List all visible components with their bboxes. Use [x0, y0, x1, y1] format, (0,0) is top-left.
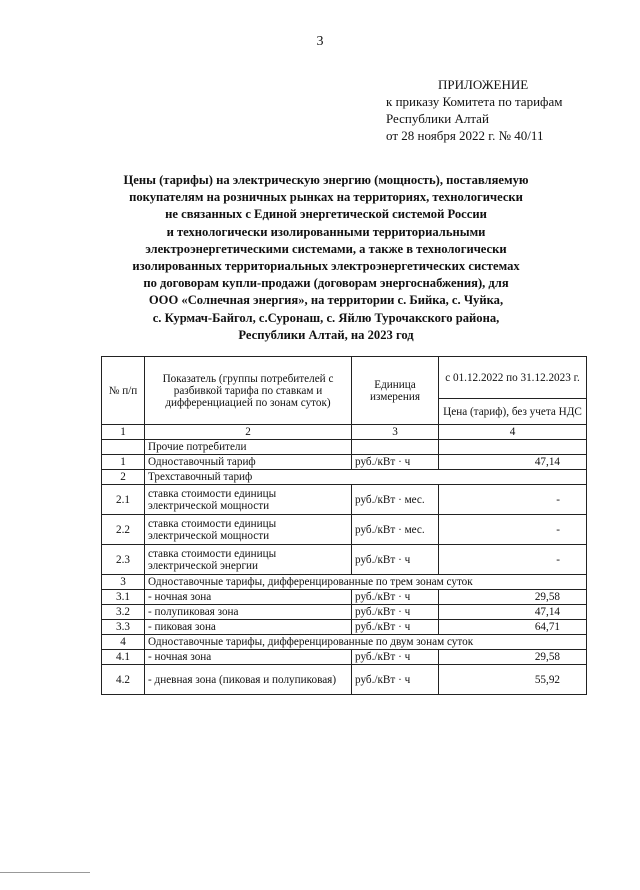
document-title: [80, 172, 572, 344]
row-value: 29,58: [439, 650, 587, 665]
row-num: 4.2: [102, 665, 145, 695]
header-num: № п/п: [102, 357, 145, 425]
row-num: 3.3: [102, 620, 145, 635]
row-num: 4: [102, 635, 145, 650]
row-num: 3.2: [102, 605, 145, 620]
row-unit: [352, 440, 439, 455]
row-num: [102, 440, 145, 455]
row-value: -: [439, 545, 587, 575]
table-row: [102, 620, 587, 635]
row-name: - дневная зона (пиковая и полупиковая): [145, 665, 352, 695]
title-line: Цены (тарифы) на электрическую энергию (мощность), поставляемую: [123, 173, 529, 187]
header-period: с 01.12.2022 по 31.12.2023 г.: [439, 357, 587, 399]
row-value: 29,58: [439, 590, 587, 605]
header-unit: Единица измерения: [352, 357, 439, 425]
row-num: 2.3: [102, 545, 145, 575]
column-number: 2: [145, 425, 352, 440]
row-value: [439, 440, 587, 455]
title-line: покупателям на розничных рынках на территориях, технологически: [129, 190, 523, 205]
row-num: 2.2: [102, 515, 145, 545]
title-line: по договорам купли-продажи (договорам энергоснабжения), для: [143, 276, 509, 291]
appendix-line: Республики Алтай: [386, 111, 489, 126]
column-number-row: [102, 425, 587, 440]
title-line: и технологически изолированными территориальными: [166, 224, 486, 239]
row-name: ставка стоимости единицы электрической энергии: [145, 545, 352, 575]
row-num: 3: [102, 575, 145, 590]
appendix-block: [386, 76, 562, 144]
table-section-row: [102, 470, 587, 485]
table-row: [102, 485, 587, 515]
title-line: не связанных с Единой энергетической системой России: [165, 207, 487, 222]
header-price: Цена (тариф), без учета НДС: [439, 399, 587, 425]
row-name: - пиковая зона: [145, 620, 352, 635]
table-row: [102, 440, 587, 455]
table-row: [102, 455, 587, 470]
row-value: -: [439, 485, 587, 515]
title-line: с. Курмач-Байгол, с.Суронаш, с. Яйлю Турочакского района,: [152, 310, 500, 325]
header-indicator: Показатель (группы потребителей с разбивкой тарифа по ставкам и дифференциацией по зонам суток): [145, 357, 352, 425]
row-unit: руб./кВт · ч: [352, 665, 439, 695]
row-num: 3.1: [102, 590, 145, 605]
title-line: электроэнергетическими системами, а также в технологически: [145, 241, 507, 256]
row-unit: руб./кВт · ч: [352, 605, 439, 620]
row-num: 4.1: [102, 650, 145, 665]
row-value: 64,71: [439, 620, 587, 635]
table-row: [102, 650, 587, 665]
row-name: ставка стоимости единицы электрической мощности: [145, 485, 352, 515]
row-name: - ночная зона: [145, 650, 352, 665]
appendix-line: от 28 ноября 2022 г. № 40/11: [386, 128, 544, 143]
row-name: Трехставочный тариф: [145, 470, 587, 485]
tariff-table: [101, 356, 587, 695]
row-unit: руб./кВт · ч: [352, 620, 439, 635]
row-unit: руб./кВт · ч: [352, 650, 439, 665]
row-name: - полупиковая зона: [145, 605, 352, 620]
row-name: ставка стоимости единицы электрической мощности: [145, 515, 352, 545]
footer-divider: [0, 872, 90, 873]
table-header-row: [102, 357, 587, 399]
table-section-row: [102, 635, 587, 650]
page-number: 3: [316, 34, 324, 49]
column-number: 3: [352, 425, 439, 440]
row-value: 47,14: [439, 605, 587, 620]
table-row: [102, 545, 587, 575]
row-num: 2.1: [102, 485, 145, 515]
row-unit: руб./кВт · мес.: [352, 485, 439, 515]
title-line: Республики Алтай, на 2023 год: [238, 327, 414, 342]
row-name: Прочие потребители: [145, 440, 352, 455]
row-unit: руб./кВт · ч: [352, 455, 439, 470]
table-row: [102, 665, 587, 695]
row-name: Одноставочный тариф: [145, 455, 352, 470]
title-line: ООО «Солнечная энергия», на территории с. Бийка, с. Чуйка,: [148, 293, 504, 308]
row-num: 2: [102, 470, 145, 485]
table-row: [102, 590, 587, 605]
column-number: 4: [439, 425, 587, 440]
row-unit: руб./кВт · ч: [352, 545, 439, 575]
table-row: [102, 515, 587, 545]
title-line: изолированных территориальных электроэнергетических системах: [132, 259, 520, 274]
row-value: -: [439, 515, 587, 545]
appendix-heading: ПРИЛОЖЕНИЕ: [438, 77, 529, 92]
row-unit: руб./кВт · ч: [352, 590, 439, 605]
row-num: 1: [102, 455, 145, 470]
row-value: 55,92: [439, 665, 587, 695]
column-number: 1: [102, 425, 145, 440]
row-value: 47,14: [439, 455, 587, 470]
row-unit: руб./кВт · мес.: [352, 515, 439, 545]
appendix-line: к приказу Комитета по тарифам: [386, 94, 563, 109]
row-name: Одноставочные тарифы, дифференцированные по трем зонам суток: [145, 575, 587, 590]
row-name: - ночная зона: [145, 590, 352, 605]
row-name: Одноставочные тарифы, дифференцированные по двум зонам суток: [145, 635, 587, 650]
table-section-row: [102, 575, 587, 590]
table-row: [102, 605, 587, 620]
